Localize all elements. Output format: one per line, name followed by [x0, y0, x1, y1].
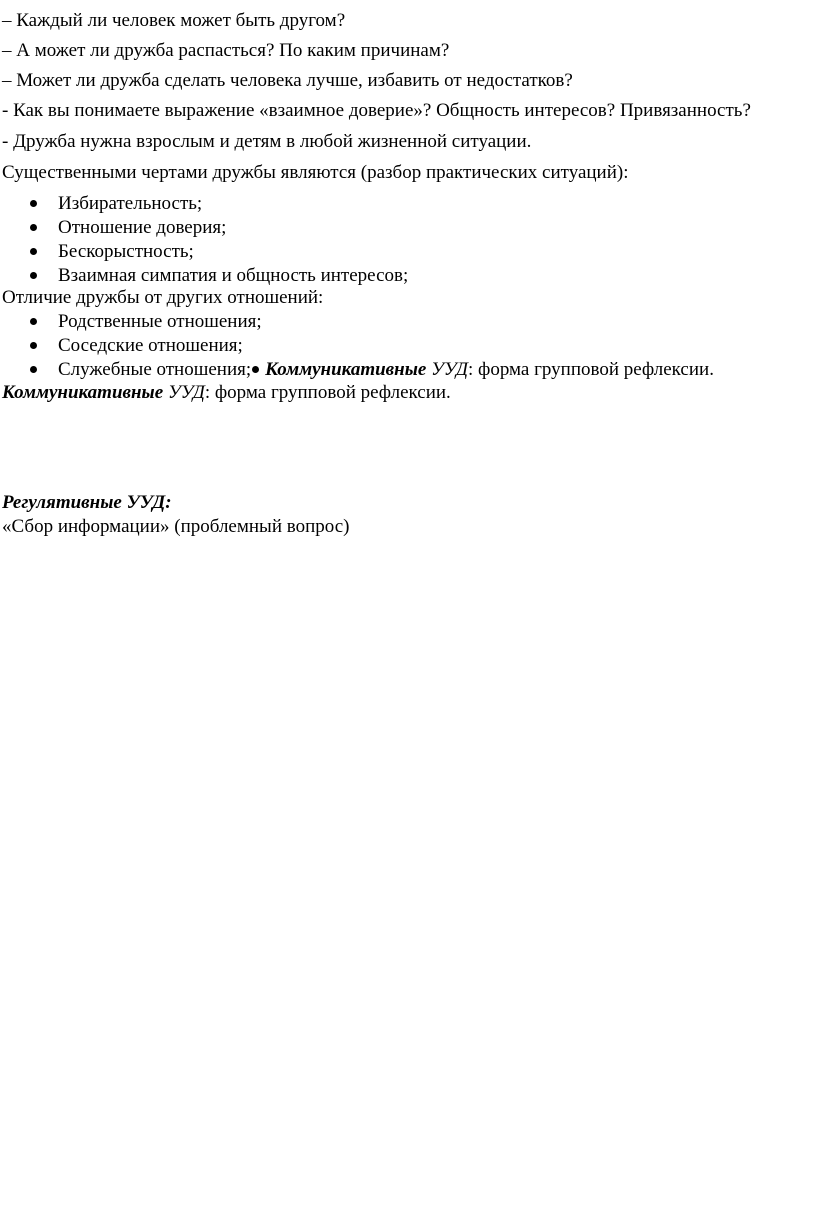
communicative-italic-2: УУД [167, 382, 205, 403]
bullet-icon [30, 342, 37, 349]
communicative-italic: УУД [431, 359, 468, 380]
bullet-icon [30, 318, 37, 325]
difference-item-2: Соседские отношения; [58, 335, 243, 356]
communicative-bold: Коммуникативные [265, 359, 427, 380]
difference-item-3-row [58, 359, 714, 381]
question-line-1: – Каждый ли человек может быть другом? [2, 10, 346, 31]
difference-item-3: Служебные отношения; [58, 359, 252, 380]
bullet-icon [30, 224, 37, 231]
feature-item-1: Избирательность; [58, 193, 203, 214]
bullet-icon [30, 200, 37, 207]
info-line: «Сбор информации» (проблемный вопрос) [2, 516, 350, 537]
bullet-icon [30, 248, 37, 255]
question-line-2: – А может ли дружба распасться? По каким причинам? [2, 40, 450, 61]
bullet-icon [30, 366, 37, 373]
difference-item-1: Родственные отношения; [58, 311, 262, 332]
communicative-line [2, 382, 451, 404]
question-line-3: – Может ли дружба сделать человека лучше, избавить от недостатков? [2, 70, 573, 91]
feature-item-3: Бескорыстность; [58, 241, 194, 262]
feature-item-2: Отношение доверия; [58, 217, 227, 238]
features-intro: Существенными чертами дружбы являются (разбор практических ситуаций): [2, 162, 629, 183]
communicative-rest-2: : форма групповой рефлексии. [204, 382, 451, 403]
communicative-bold-2: Коммуникативные [2, 382, 164, 403]
question-line-5: - Дружба нужна взрослым и детям в любой жизненной ситуации. [2, 131, 532, 152]
differences-intro: Отличие дружбы от других отношений: [2, 287, 324, 308]
communicative-rest: : форма групповой рефлексии. [467, 359, 714, 380]
feature-item-4: Взаимная симпатия и общность интересов; [58, 265, 409, 286]
question-line-4: - Как вы понимаете выражение «взаимное доверие»? Общность интересов? Привязанность? [2, 100, 751, 121]
bullet-icon [252, 366, 259, 373]
regulative-heading: Регулятивные УУД: [2, 492, 172, 513]
bullet-icon [30, 272, 37, 279]
